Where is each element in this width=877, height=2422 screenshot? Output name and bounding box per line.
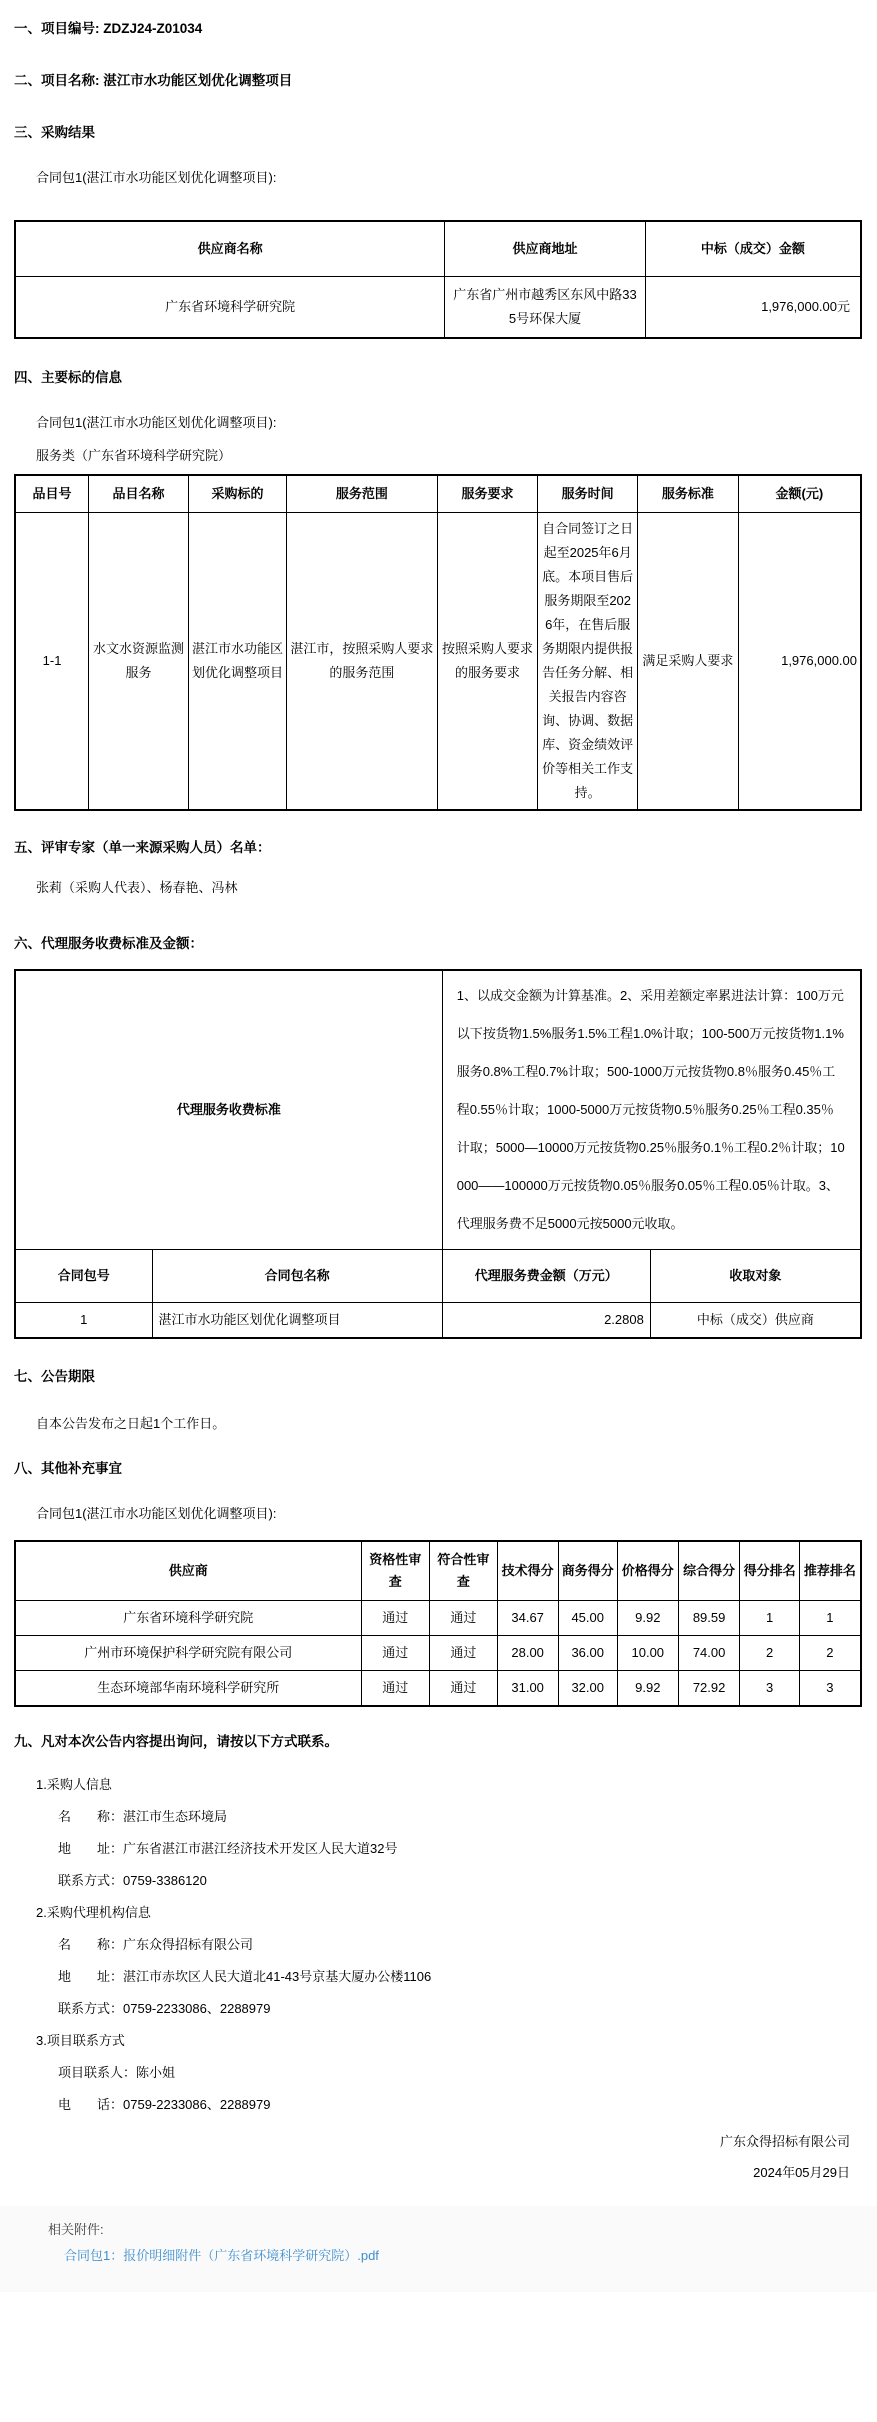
cell-qualification: 通过 (361, 1601, 430, 1636)
header-service-requirement: 服务要求 (437, 475, 538, 513)
cell-fee-payer: 中标（成交）供应商 (650, 1303, 861, 1339)
result-table (14, 220, 862, 339)
score-table-row (15, 1671, 861, 1707)
section-agency-fee: 六、代理服务收费标准及金额： (14, 936, 203, 951)
header-qualification-review: 资格性审查 (361, 1541, 430, 1601)
cell-package-name: 湛江市水功能区划优化调整项目 (152, 1303, 442, 1339)
cell-item-no: 1-1 (15, 513, 89, 811)
header-conformity-review: 符合性审查 (430, 1541, 498, 1601)
cell-total-score: 89.59 (678, 1601, 740, 1636)
purchaser-address: 地 址：广东省湛江市湛江经济技术开发区人民大道32号 (58, 1841, 398, 1856)
cell-price-score: 9.92 (617, 1671, 678, 1707)
cell-price-score: 9.92 (617, 1601, 678, 1636)
cell-total-score: 74.00 (678, 1636, 740, 1671)
cell-amount-yuan: 1,976,000.00 (738, 513, 861, 811)
cell-score-rank: 3 (740, 1671, 799, 1707)
result-table-row (15, 277, 861, 339)
cell-recommend-rank: 2 (799, 1636, 861, 1671)
cell-qualification: 通过 (361, 1671, 430, 1707)
header-package-no: 合同包号 (15, 1250, 152, 1303)
announcement-period-text: 自本公告发布之日起1个工作日。 (36, 1416, 226, 1431)
score-package-line: 合同包1(湛江市水功能区划优化调整项目): (36, 1506, 277, 1521)
cell-score-rank: 1 (740, 1601, 799, 1636)
header-supplier-address: 供应商地址 (445, 221, 646, 277)
header-score-rank: 得分排名 (740, 1541, 799, 1601)
attachments-section (0, 2206, 877, 2292)
header-service-scope: 服务范围 (287, 475, 438, 513)
header-recommend-rank: 推荐排名 (799, 1541, 861, 1601)
cell-supplier: 广州市环境保护科学研究院有限公司 (15, 1636, 361, 1671)
header-item-name: 品目名称 (89, 475, 189, 513)
header-fee-payer: 收取对象 (650, 1250, 861, 1303)
agency-name: 名 称：广东众得招标有限公司 (58, 1937, 254, 1952)
header-procurement-target: 采购标的 (188, 475, 286, 513)
section-subject-info: 四、主要标的信息 (14, 370, 122, 385)
score-table-row (15, 1601, 861, 1636)
section-procurement-result: 三、采购结果 (14, 125, 95, 140)
cell-conformity: 通过 (430, 1636, 498, 1671)
header-package-name: 合同包名称 (152, 1250, 442, 1303)
cell-service-scope: 湛江市，按照采购人要求的服务范围 (287, 513, 438, 811)
header-service-standard: 服务标准 (638, 475, 739, 513)
fee-standard-label: 代理服务收费标准 (15, 970, 442, 1250)
cell-service-requirement: 按照采购人要求的服务要求 (437, 513, 538, 811)
cell-technical-score: 31.00 (497, 1671, 558, 1707)
section-contact: 九、凡对本次公告内容提出询问，请按以下方式联系。 (14, 1734, 338, 1749)
cell-conformity: 通过 (430, 1671, 498, 1707)
result-package-line: 合同包1(湛江市水功能区划优化调整项目): (36, 170, 277, 185)
subject-category-line: 服务类（广东省环境科学研究院） (36, 448, 232, 463)
cell-procurement-target: 湛江市水功能区划优化调整项目 (188, 513, 286, 811)
attachments-label: 相关附件: (48, 2222, 104, 2237)
header-technical-score: 技术得分 (497, 1541, 558, 1601)
header-business-score: 商务得分 (558, 1541, 617, 1601)
subject-table-row (15, 513, 861, 811)
fee-table (14, 969, 862, 1339)
cell-supplier-address: 广东省广州市越秀区东风中路335号环保大厦 (445, 277, 646, 339)
subject-table (14, 474, 862, 811)
cell-qualification: 通过 (361, 1636, 430, 1671)
score-table-header-row (15, 1541, 861, 1601)
cell-service-time: 自合同签订之日起至2025年6月底。本项目售后服务期限至2026年，在售后服务期限内提供报告任务分解、相关报告内容咨询、协调、数据库、资金绩效评价等相关工作支持。 (538, 513, 638, 811)
score-table-row (15, 1636, 861, 1671)
cell-technical-score: 34.67 (497, 1601, 558, 1636)
cell-award-amount: 1,976,000.00元 (645, 277, 861, 339)
header-supplier-name: 供应商名称 (15, 221, 445, 277)
cell-technical-score: 28.00 (497, 1636, 558, 1671)
project-contact-phone: 电 话：0759-2233086、2288979 (58, 2097, 271, 2112)
subject-table-header-row (15, 475, 861, 513)
project-contact-person: 项目联系人：陈小姐 (58, 2065, 176, 2080)
cell-score-rank: 2 (740, 1636, 799, 1671)
footer-date: 2024年05月29日 (753, 2165, 850, 2180)
cell-recommend-rank: 1 (799, 1601, 861, 1636)
expert-names: 张莉（采购人代表）、杨春艳、冯林 (36, 880, 238, 895)
attachment-pdf-link[interactable]: 合同包1：报价明细附件（广东省环境科学研究院）.pdf (64, 2248, 379, 2263)
section-review-experts: 五、评审专家（单一来源采购人员）名单： (14, 840, 271, 855)
cell-supplier: 广东省环境科学研究院 (15, 1601, 361, 1636)
cell-supplier-name: 广东省环境科学研究院 (15, 277, 445, 339)
fee-standard-text: 1、以成交金额为计算基准。2、采用差额定率累进法计算：100万元以下按货物1.5%服务1.5%工程1.0%计取；100-500万元按货物1.1%服务0.8%工程0.7%计取；500-1000万元按货物0.8％服务0.45％工程0.55％计取；1000-5000万元按货物0.5％服务0.25％工程0.35％计取；5000—10000万元按货物0.25％服务0.1％工程0.2％计取；10000——100000万元按货物0.05％服务0.05％工程0.05％计取。3、代理服务费不足5000元按5000元收取。 (442, 970, 861, 1250)
purchaser-name: 名 称：湛江市生态环境局 (58, 1809, 228, 1824)
fee-table-row (15, 1303, 861, 1339)
cell-fee-amount: 2.2808 (442, 1303, 650, 1339)
purchaser-info-title: 1.采购人信息 (36, 1777, 112, 1792)
cell-package-no: 1 (15, 1303, 152, 1339)
section-announcement-period: 七、公告期限 (14, 1369, 95, 1384)
agency-phone: 联系方式：0759-2233086、2288979 (58, 2001, 271, 2016)
subject-package-line: 合同包1(湛江市水功能区划优化调整项目): (36, 415, 277, 430)
cell-price-score: 10.00 (617, 1636, 678, 1671)
footer-company: 广东众得招标有限公司 (719, 2134, 850, 2149)
project-contact-title: 3.项目联系方式 (36, 2033, 125, 2048)
purchaser-phone: 联系方式：0759-3386120 (58, 1873, 207, 1888)
agency-info-title: 2.采购代理机构信息 (36, 1905, 151, 1920)
header-total-score: 综合得分 (678, 1541, 740, 1601)
header-service-time: 服务时间 (538, 475, 638, 513)
cell-supplier: 生态环境部华南环境科学研究所 (15, 1671, 361, 1707)
fee-table-header-row (15, 1250, 861, 1303)
header-fee-amount: 代理服务费金额（万元） (442, 1250, 650, 1303)
header-award-amount: 中标（成交）金额 (645, 221, 861, 277)
result-table-header-row (15, 221, 861, 277)
section-project-name: 二、项目名称: 湛江市水功能区划优化调整项目 (14, 73, 293, 88)
cell-business-score: 36.00 (558, 1636, 617, 1671)
cell-total-score: 72.92 (678, 1671, 740, 1707)
cell-business-score: 45.00 (558, 1601, 617, 1636)
cell-item-name: 水文水资源监测服务 (89, 513, 189, 811)
cell-business-score: 32.00 (558, 1671, 617, 1707)
section-project-number: 一、项目编号: ZDZJ24-Z01034 (14, 21, 203, 36)
agency-address: 地 址：湛江市赤坎区人民大道北41-43号京基大厦办公楼1106 (58, 1969, 432, 1984)
section-other-matters: 八、其他补充事宜 (14, 1461, 122, 1476)
fee-standard-row (15, 970, 861, 1250)
score-table (14, 1540, 862, 1707)
header-price-score: 价格得分 (617, 1541, 678, 1601)
cell-conformity: 通过 (430, 1601, 498, 1636)
cell-recommend-rank: 3 (799, 1671, 861, 1707)
cell-service-standard: 满足采购人要求 (638, 513, 739, 811)
header-item-no: 品目号 (15, 475, 89, 513)
header-amount-yuan: 金额(元) (738, 475, 861, 513)
header-supplier: 供应商 (15, 1541, 361, 1601)
